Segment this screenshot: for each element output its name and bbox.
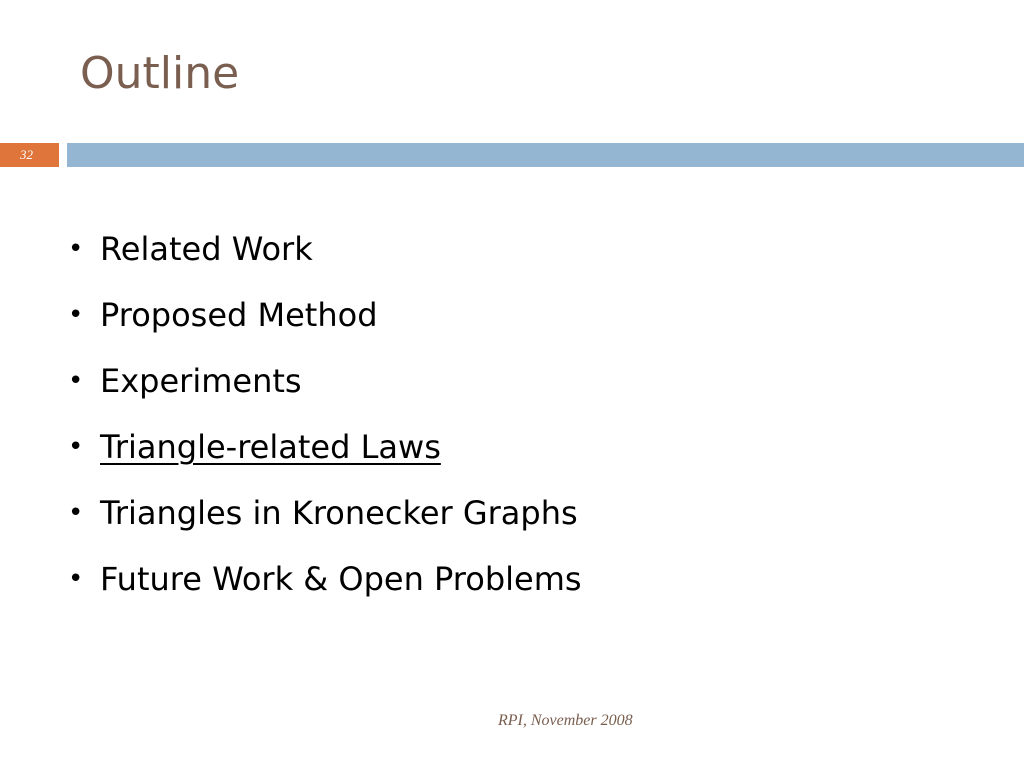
slide-title: Outline [80,48,240,99]
bullet-item-related-work [60,224,582,290]
bullet-list [60,224,582,620]
bullet-text-current-section: Triangle-related Laws [100,428,441,466]
bullet-text: Proposed Method [100,296,378,334]
bullet-icon: • [68,498,84,528]
slide-footer: RPI, November 2008 [498,712,633,729]
bullet-item-proposed-method [60,290,582,356]
bullet-icon: • [68,300,84,330]
bullet-item-triangle-related-laws [60,422,582,488]
bullet-text: Triangles in Kronecker Graphs [100,494,578,532]
bullet-icon: • [68,234,84,264]
bullet-icon: • [68,432,84,462]
slide-number-box [0,143,59,167]
slide-number: 32 [20,147,33,162]
header-bar [67,143,1024,167]
bullet-item-future-work [60,554,582,620]
bullet-text: Future Work & Open Problems [100,560,582,598]
bullet-text: Related Work [100,230,313,268]
bullet-icon: • [68,564,84,594]
bullet-icon: • [68,366,84,396]
bullet-text: Experiments [100,362,302,400]
bullet-item-triangles-in-kronecker-graphs [60,488,582,554]
bullet-item-experiments [60,356,582,422]
